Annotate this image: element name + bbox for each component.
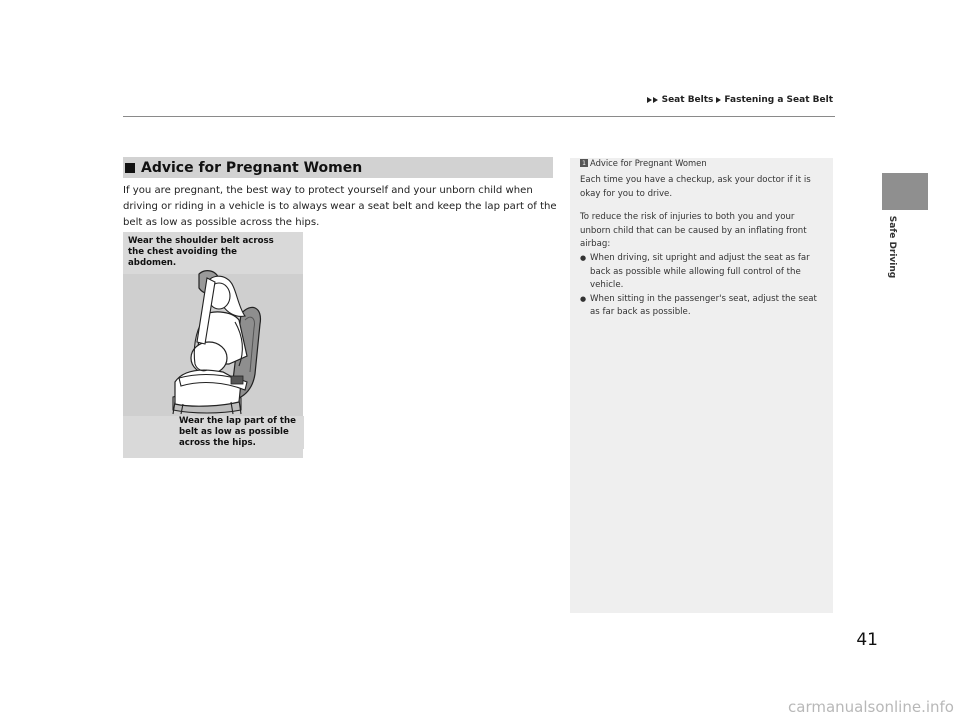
note-bullet-list (580, 252, 825, 320)
square-bullet-icon (125, 163, 135, 173)
section-title: Advice for Pregnant Women (141, 159, 363, 176)
note-bullet: ● When driving, sit upright and adjust the seat as far back as possible while allowing full control of the vehicle. (580, 252, 825, 293)
breadcrumb (647, 95, 833, 105)
breadcrumb-fastening[interactable]: Fastening a Seat Belt (724, 95, 833, 105)
breadcrumb-seat-belts[interactable]: Seat Belts (661, 95, 714, 105)
side-tab-label: Safe Driving (887, 215, 897, 279)
watermark: carmanualsonline.info (788, 698, 954, 716)
header-rule (123, 116, 835, 117)
section-heading (123, 157, 553, 178)
arrow-right-icon (647, 97, 652, 103)
arrow-right-icon (653, 97, 658, 103)
section-body: If you are pregnant, the best way to protect yourself and your unborn child when driving or riding in a vehicle is to always wear a seat belt and keep the lap part of the belt as low as possible across the hips. (123, 185, 557, 228)
note-body (580, 174, 825, 320)
note-title-text: Advice for Pregnant Women (590, 158, 707, 168)
note-marker-icon: 1 (580, 159, 588, 167)
note-paragraph-2: To reduce the risk of injuries to both you and your unborn child that can be caused by an inflating front airbag: (580, 212, 807, 250)
note-title (580, 158, 707, 168)
note-bullet: ● When sitting in the passenger's seat, adjust the seat as far back as possible. (580, 293, 825, 320)
callout-shoulder-belt: Wear the shoulder belt across the chest avoiding the abdomen. (128, 236, 278, 269)
callout-lap-belt: Wear the lap part of the belt as low as possible across the hips. (177, 416, 304, 449)
page-number: 41 (856, 630, 878, 650)
note-paragraph-1: Each time you have a checkup, ask your doctor if it is okay for you to drive. (580, 175, 811, 199)
arrow-right-icon (716, 97, 721, 103)
